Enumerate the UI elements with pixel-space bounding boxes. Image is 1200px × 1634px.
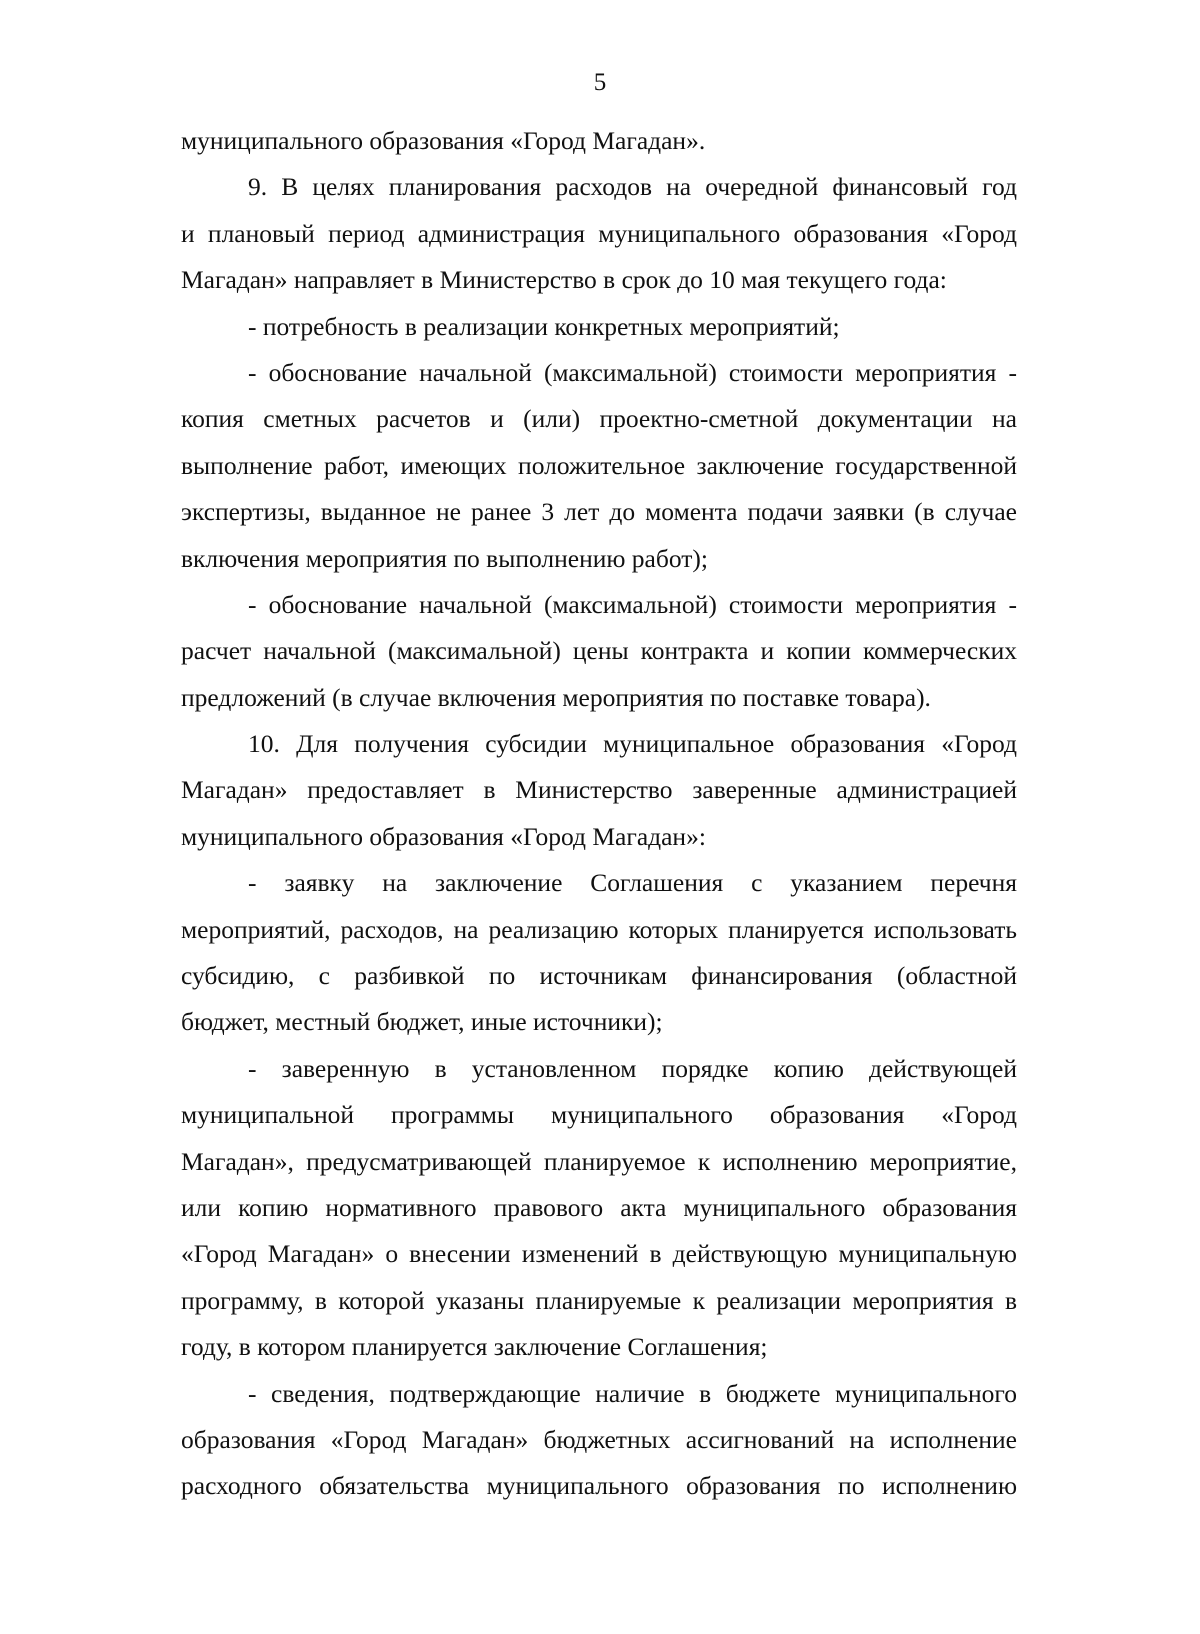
text-line: муниципального образования «Город Магадан»:	[181, 821, 706, 851]
text-line: или копию нормативного правового акта муниципального образования	[181, 1192, 1017, 1222]
text-line: выполнение работ, имеющих положительное заключение государственной	[181, 450, 1017, 480]
text-line: программу, в которой указаны планируемые к реализации мероприятия в	[181, 1285, 1017, 1315]
text-line: - обоснование начальной (максимальной) стоимости мероприятия -	[248, 589, 1017, 619]
text-line: 10. Для получения субсидии муниципальное образования «Город	[248, 729, 1017, 759]
document-body	[181, 118, 1017, 1510]
text-line: году, в котором планируется заключение Соглашения;	[181, 1332, 768, 1362]
text-line: Магадан» направляет в Министерство в срок до 10 мая текущего года:	[181, 265, 947, 295]
text-line: - заверенную в установленном порядке копию действующей	[248, 1053, 1017, 1083]
text-line: - потребность в реализации конкретных мероприятий;	[248, 311, 840, 341]
text-line: 9. В целях планирования расходов на очередной финансовый год	[248, 172, 1017, 202]
text-line: копия сметных расчетов и (или) проектно-сметной документации на	[181, 404, 1017, 434]
text-line: предложений (в случае включения мероприятия по поставке товара).	[181, 682, 931, 712]
text-line: субсидию, с разбивкой по источникам финансирования (областной	[181, 961, 1017, 991]
text-line: - заявку на заключение Соглашения с указанием перечня	[248, 868, 1017, 898]
text-line: «Город Магадан» о внесении изменений в действующую муниципальную	[181, 1239, 1017, 1269]
text-line: - сведения, подтверждающие наличие в бюджете муниципального	[248, 1378, 1017, 1408]
page-number: 5	[593, 69, 607, 96]
text-line: муниципальной программы муниципального образования «Город	[181, 1100, 1017, 1130]
text-line: экспертизы, выданное не ранее 3 лет до момента подачи заявки (в случае	[181, 497, 1017, 527]
text-line: - обоснование начальной (максимальной) стоимости мероприятия -	[248, 357, 1017, 387]
text-line: и плановый период администрация муниципального образования «Город	[181, 218, 1017, 248]
text-line: бюджет, местный бюджет, иные источники);	[181, 1007, 663, 1037]
text-line: Магадан», предусматривающей планируемое к исполнению мероприятие,	[181, 1146, 1017, 1176]
text-line: образования «Город Магадан» бюджетных ассигнований на исполнение	[181, 1424, 1017, 1454]
text-line: Магадан» предоставляет в Министерство заверенные администрацией	[181, 775, 1017, 805]
text-line: мероприятий, расходов, на реализацию которых планируется использовать	[181, 914, 1017, 944]
text-line: расчет начальной (максимальной) цены контракта и копии коммерческих	[181, 636, 1017, 666]
text-line: включения мероприятия по выполнению работ);	[181, 543, 708, 573]
text-line: расходного обязательства муниципального образования по исполнению	[181, 1471, 1017, 1501]
text-line: муниципального образования «Город Магадан».	[181, 126, 706, 155]
